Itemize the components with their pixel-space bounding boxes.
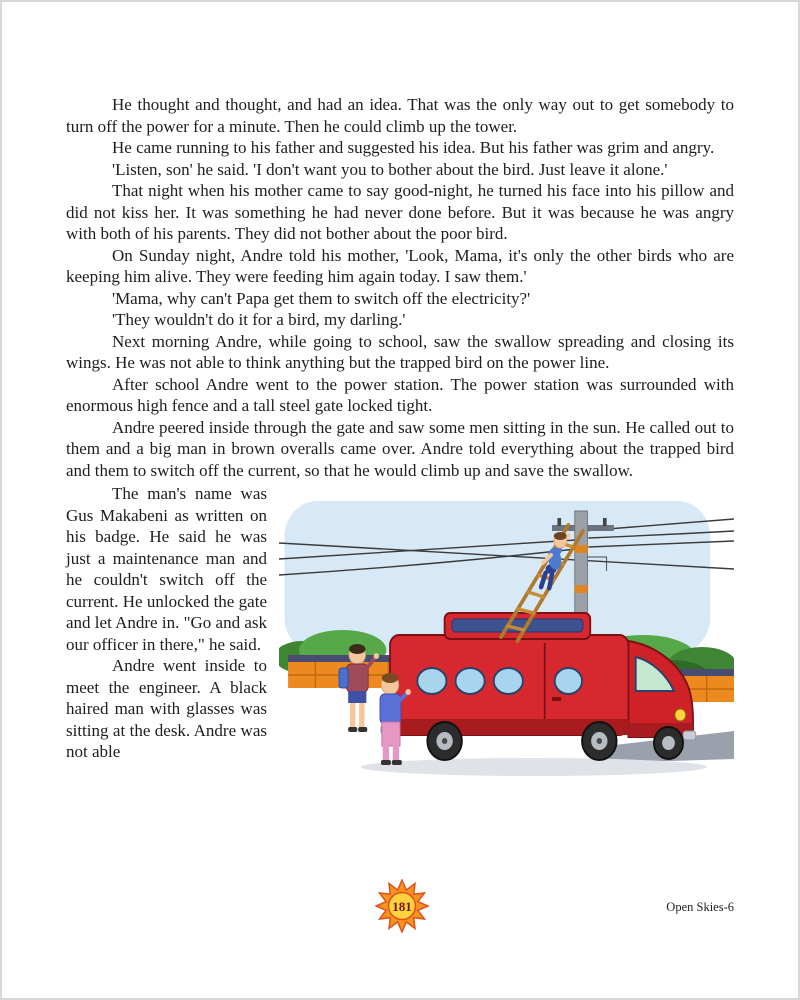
paragraph-8: Next morning Andre, while going to school, saw the swallow spreading and closing its wings. He was not able to think anything but the trapped bird on the power line. (66, 331, 734, 372)
paragraph-9: After school Andre went to the power station. The power station was surrounded with enormous high fence and a tall steel gate locked tight. (66, 374, 734, 415)
paragraph-3: 'Listen, son' he said. 'I don't want you to bother about the bird. Just leave it alone.' (112, 159, 668, 179)
paragraph-10: Andre peered inside through the gate and saw some men sitting in the sun. He called out to them and a big man in brown overalls came over. Andre told everything about the trapped bird and them to switch off the current, so that he would climb up and save the swallow. (66, 417, 734, 480)
page-number: 181 (392, 899, 412, 914)
paragraph-12: Andre went inside to meet the engineer. A black haired man with glasses was sitting at the desk. Andre was not able (66, 656, 267, 761)
paragraph-1: He thought and thought, and had an idea. That was the only way out to get somebody to turn off the power for a minute. Then he could climb up the tower. (66, 95, 734, 136)
paragraph-4: That night when his mother came to say good-night, he turned his face into his pillow and did not kiss her. It was something he had never done before. But it was because he was angry with both of his parents. They did not bother about the poor bird. (66, 181, 734, 243)
paragraph-6: 'Mama, why can't Papa get them to switch off the electricity?' (112, 288, 531, 308)
story-with-illustration (66, 483, 734, 785)
book-title: Open Skies-6 (666, 900, 734, 914)
paragraph-5: On Sunday night, Andre told his mother, 'Look, Mama, it's only the other birds who are keeping him alive. They were feeding him again today. I saw them.' (66, 245, 734, 286)
paragraph-2: He came running to his father and suggested his idea. But his father was grim and angry. (112, 138, 715, 157)
paragraph-7: 'They wouldn't do it for a bird, my darling.' (112, 310, 406, 329)
illustration (279, 485, 734, 785)
paragraph-11: The man's name was Gus Makabeni as written on his badge. He said he was just a maintenance man and he couldn't switch off the current. He unlocked the gate and let Andre in. "Go and ask our officer in there," he said. (66, 484, 267, 654)
page-number-badge (375, 879, 429, 933)
